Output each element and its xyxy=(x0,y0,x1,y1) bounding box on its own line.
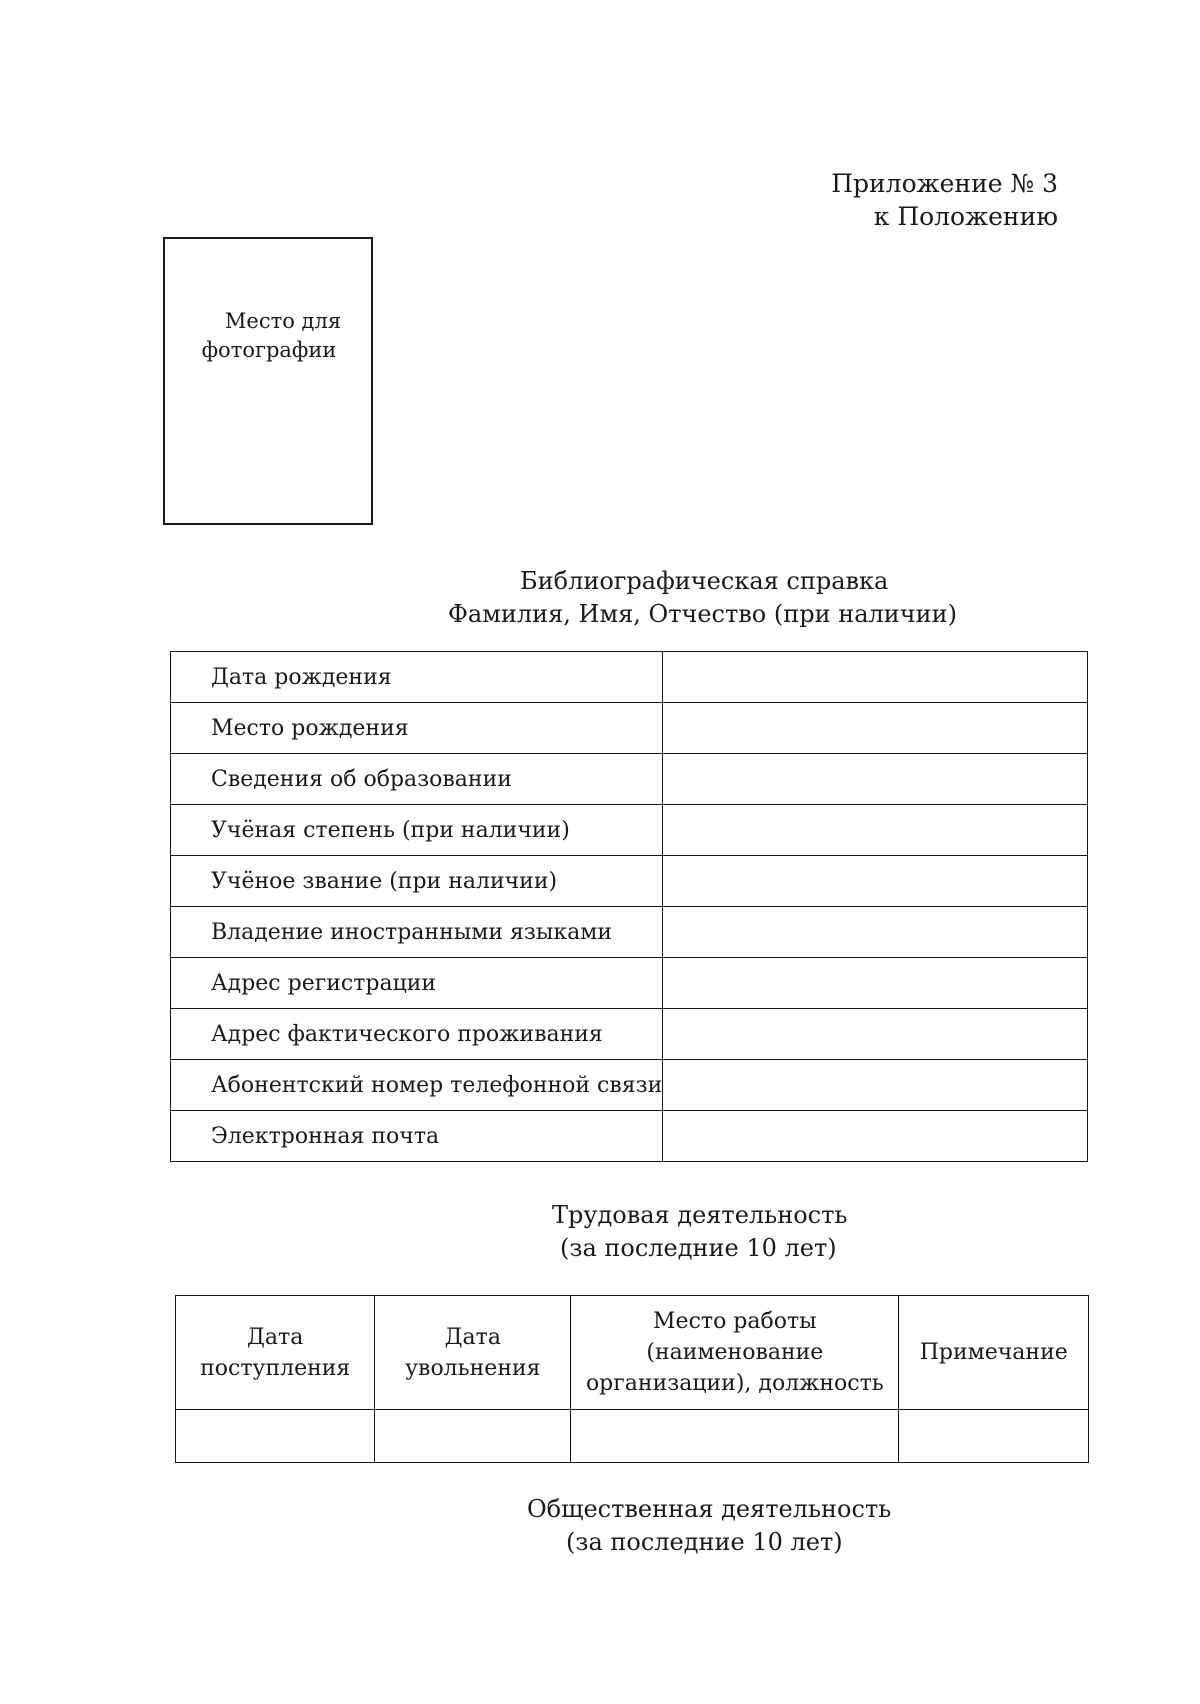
table-row xyxy=(171,958,1088,1009)
row-value[interactable] xyxy=(663,1009,1088,1060)
biography-table xyxy=(170,651,1088,1162)
table-header-row xyxy=(176,1296,1089,1410)
row-value[interactable] xyxy=(663,652,1088,703)
row-label: Адрес регистрации xyxy=(171,958,663,1009)
row-label: Место рождения xyxy=(171,703,663,754)
table-row xyxy=(171,1111,1088,1162)
social-title-line1: Общественная деятельность xyxy=(527,1495,892,1523)
column-header-workplace: Место работы (наименование организации), должность xyxy=(571,1296,899,1410)
row-value[interactable] xyxy=(663,907,1088,958)
row-value[interactable] xyxy=(663,805,1088,856)
cell-note[interactable] xyxy=(899,1410,1089,1463)
column-header-note: Примечание xyxy=(899,1296,1089,1410)
photo-label-line2: фотографии xyxy=(201,338,337,362)
work-title-line2: (за последние 10 лет) xyxy=(560,1234,837,1262)
table-row xyxy=(176,1410,1089,1463)
row-label: Электронная почта xyxy=(171,1111,663,1162)
row-value[interactable] xyxy=(663,958,1088,1009)
table-row xyxy=(171,754,1088,805)
table-row xyxy=(171,907,1088,958)
appendix-regulation: к Положению xyxy=(873,202,1058,231)
appendix-number: Приложение № 3 xyxy=(831,169,1058,198)
row-value[interactable] xyxy=(663,856,1088,907)
table-row xyxy=(171,1009,1088,1060)
row-value[interactable] xyxy=(663,703,1088,754)
table-row xyxy=(171,805,1088,856)
title-line1: Библиографическая справка xyxy=(520,567,889,595)
photo-label-line1: Место для xyxy=(224,309,342,333)
row-value[interactable] xyxy=(663,1060,1088,1111)
cell-end-date[interactable] xyxy=(375,1410,571,1463)
row-label: Сведения об образовании xyxy=(171,754,663,805)
photo-label xyxy=(199,307,342,365)
row-label: Учёное звание (при наличии) xyxy=(171,856,663,907)
row-label: Дата рождения xyxy=(171,652,663,703)
row-label: Абонентский номер телефонной связи xyxy=(171,1060,663,1111)
table-row xyxy=(171,652,1088,703)
row-value[interactable] xyxy=(663,754,1088,805)
social-title-line2: (за последние 10 лет) xyxy=(566,1528,843,1556)
appendix-reference xyxy=(831,167,1058,233)
column-header-start-date: Дата поступления xyxy=(176,1296,375,1410)
table-row xyxy=(171,1060,1088,1111)
work-title-line1: Трудовая деятельность xyxy=(552,1201,848,1229)
column-header-end-date: Дата увольнения xyxy=(375,1296,571,1410)
row-label: Адрес фактического проживания xyxy=(171,1009,663,1060)
row-value[interactable] xyxy=(663,1111,1088,1162)
photo-placeholder xyxy=(163,237,373,525)
document-title xyxy=(0,565,1200,631)
work-section-title xyxy=(0,1199,1200,1265)
work-history-table xyxy=(175,1295,1089,1463)
row-label: Учёная степень (при наличии) xyxy=(171,805,663,856)
social-section-title xyxy=(0,1493,1200,1559)
table-row xyxy=(171,856,1088,907)
table-row xyxy=(171,703,1088,754)
row-label: Владение иностранными языками xyxy=(171,907,663,958)
title-line2: Фамилия, Имя, Отчество (при наличии) xyxy=(448,600,957,628)
cell-workplace[interactable] xyxy=(571,1410,899,1463)
cell-start-date[interactable] xyxy=(176,1410,375,1463)
